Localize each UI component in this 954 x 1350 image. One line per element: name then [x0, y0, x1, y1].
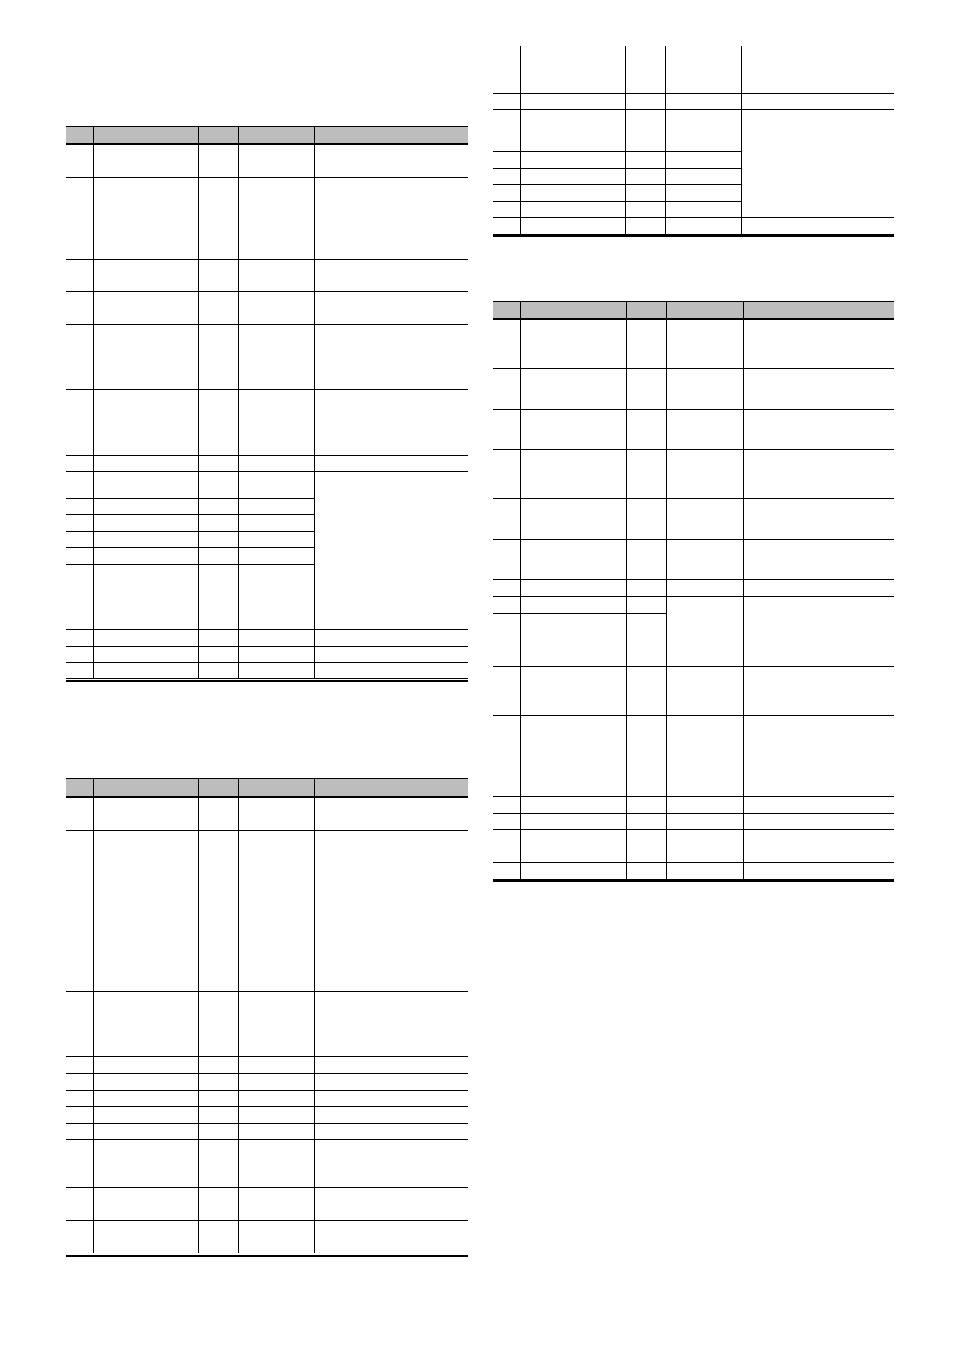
table-b-body: [66, 798, 468, 1253]
table-d-body: [493, 320, 894, 880]
table-a-body: [66, 145, 468, 679]
table-row: [493, 369, 894, 410]
table-b-header: [66, 779, 468, 798]
table-row: [493, 614, 894, 667]
table-row: [493, 218, 894, 235]
table-row: [66, 1221, 468, 1253]
table-d: [493, 301, 894, 882]
table-row: [493, 863, 894, 880]
table-a-header: [66, 127, 468, 145]
table-row: [493, 797, 894, 814]
table-row: [66, 798, 468, 831]
table-row: [66, 1124, 468, 1140]
table-row: [66, 1091, 468, 1107]
table-row: [66, 145, 468, 178]
table-row: [493, 814, 894, 830]
table-row: [66, 663, 468, 679]
table-row: [493, 410, 894, 450]
table-row: [66, 260, 468, 292]
table-row: [493, 450, 894, 499]
table-row: [493, 202, 894, 218]
table-row: [66, 630, 468, 647]
table-row: [66, 1107, 468, 1124]
table-row: [66, 1057, 468, 1074]
merged-cell: [315, 489, 468, 582]
table-row: [66, 647, 468, 663]
table-row: [493, 580, 894, 597]
table-row: [493, 716, 894, 797]
table-row: [66, 831, 468, 992]
merged-cell: [667, 599, 894, 615]
table-row: [66, 390, 468, 456]
table-row: [493, 830, 894, 863]
table-row: [66, 325, 468, 390]
table-row: [66, 178, 468, 260]
table-row: [493, 499, 894, 540]
table-c-body: [493, 46, 894, 235]
merged-cell: [742, 111, 894, 202]
table-row: [493, 540, 894, 580]
table-a: [66, 126, 468, 682]
table-row: [66, 1074, 468, 1091]
table-row: [66, 292, 468, 325]
table-c: [493, 46, 894, 237]
table-row: [493, 320, 894, 369]
table-d-header: [493, 302, 894, 320]
table-row: [66, 456, 468, 472]
table-row: [66, 1140, 468, 1188]
table-row: [493, 46, 894, 94]
table-b: [66, 778, 468, 1257]
table-row: [493, 667, 894, 716]
table-row: [66, 1188, 468, 1221]
table-row: [66, 992, 468, 1057]
table-row: [493, 94, 894, 110]
